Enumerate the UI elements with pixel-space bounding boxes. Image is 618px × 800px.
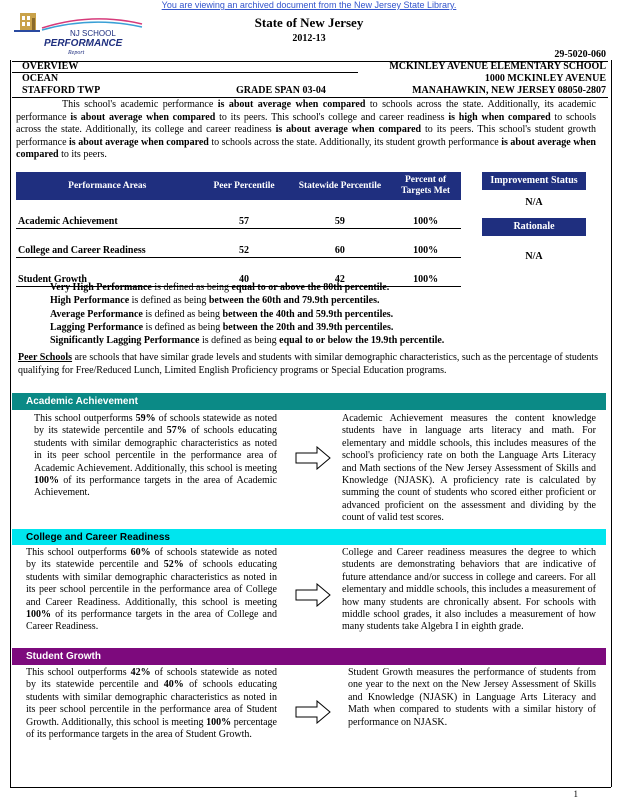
student-growth-summary: This school outperforms 42% of schools statewide as noted by its statewide percentile and 40% of schools educating students with similar demographic characteristics as noted in its peer school percentile in the performance area of Student Growth. Additionally, this school is meeting 100% percentage of its performance targets in the area of Student Growth. [26, 667, 278, 741]
rationale-header: Rationale [482, 218, 586, 236]
school-year: 2012-13 [292, 33, 326, 44]
academic-achievement-description: Academic Achievement measures the content knowledge students have in language arts literacy and math. For elementary and middle schools, this includes measures of the school's proficiency rate on both the Language Arts Literacy and Math sections of the New Jersey Assessment of Skills and Knowledge (NJASK). A proficiency rate is calculated by summing the count of students who scored either proficient or advanced proficient on the assessment and dividing by the count of valid test scores. [342, 413, 596, 524]
performance-definitions [50, 281, 580, 347]
archive-banner[interactable]: You are viewing an archived document from the New Jersey State Library. [161, 0, 457, 10]
arrow-right-icon [295, 700, 331, 724]
county-name: OCEAN [22, 73, 59, 84]
rationale-value: N/A [525, 251, 543, 262]
row-targets: 100% [390, 200, 461, 229]
college-career-summary: This school outperforms 60% of schools statewide as noted by its statewide percentile and 52% of schools educating students with similar demographic characteristics as noted in its peer school percentile in the performance area of College and Career Readiness. Additionally, this school is meeting 100% of its performance targets in the area of College and Career Readiness. [26, 547, 278, 633]
row-state: 59 [290, 200, 391, 229]
col-statewide-percentile: Statewide Percentile [290, 172, 391, 200]
row-peer: 52 [198, 229, 289, 258]
col-peer-percentile: Peer Percentile [198, 172, 289, 200]
overview-label: OVERVIEW [22, 61, 79, 72]
row-state: 60 [290, 229, 391, 258]
header-rule-bottom [12, 97, 608, 98]
definition-item: Very High Performance is defined as being equal to or above the 80th percentile. [50, 282, 390, 293]
intro-paragraph: This school's academic performance is about average when compared to schools across the state. Additionally, its academic performance is about average when compared to its peers. This school's college and career readiness is high when compared to schools across the state. Additionally, its college and career readiness is about average when compared to its peers. This school's student growth performance is about average when compared to schools across the state. Additionally, its student growth performance is about average when compared to its peers. [16, 99, 596, 161]
college-career-description: College and Career readiness measures the degree to which students are demonstrating behaviors that are indicative of future attendance and/or success in college and careers. For all elementary and middle schools, this includes a measurement of how many students are chronically absent. For schools with middle school grades, it also includes a measurement of how many students take Algebra I in eighth grade. [342, 547, 596, 633]
section-header-college-career-readiness: College and Career Readiness [12, 529, 606, 545]
arrow-right-icon [295, 583, 331, 607]
logo-line3: Report [68, 50, 85, 55]
row-targets: 100% [390, 229, 461, 258]
row-state: 42 [290, 258, 391, 287]
school-name: MCKINLEY AVENUE ELEMENTARY SCHOOL [389, 61, 606, 72]
row-peer: 40 [198, 258, 289, 287]
row-area: Academic Achievement [16, 200, 198, 229]
header-rule-left [12, 72, 358, 73]
school-address-line1: 1000 MCKINLEY AVENUE [484, 73, 606, 84]
page-number: 1 [573, 789, 578, 799]
academic-achievement-summary: This school outperforms 59% of schools statewide as noted by its statewide percentile and 57% of schools educating students with similar demographic characteristics as noted in its peer school percentile in the performance area of Academic Achievement. Additionally, this school is meeting 100% of its performance targets in the area of Academic Achievement. [34, 413, 278, 499]
definition-item: Significantly Lagging Performance is defined as being equal to or below the 19.9th percentile. [50, 335, 445, 347]
definition-item: Average Performance is defined as being between the 40th and 59.9th percentiles. [50, 308, 394, 320]
table-header-row [16, 172, 461, 200]
row-area: Student Growth [16, 258, 198, 287]
table-row [16, 200, 461, 229]
district-name: STAFFORD TWP [22, 85, 101, 96]
definition-item: Lagging Performance is defined as being between the 20th and 39.9th percentiles. [50, 321, 394, 333]
improvement-status-header: Improvement Status [482, 172, 586, 190]
row-targets: 100% [390, 258, 461, 287]
section-header-academic-achievement: Academic Achievement [12, 393, 606, 410]
logo-line2: PERFORMANCE [44, 38, 123, 49]
page-title: State of New Jersey [254, 15, 364, 30]
performance-table [16, 172, 461, 287]
school-code: 29-5020-060 [554, 49, 606, 60]
grade-span: GRADE SPAN 03-04 [236, 85, 326, 96]
definition-item: High Performance is defined as being between the 60th and 79.9th percentiles. [50, 295, 380, 307]
section-header-student-growth: Student Growth [12, 648, 606, 665]
row-area: College and Career Readiness [16, 229, 198, 258]
student-growth-description: Student Growth measures the performance of students from one year to the next on the New Jersey Assessment of Skills and Knowledge (NJASK) in Language Arts Literacy and Math when compared to students with a similar history of performance on NJASK. [348, 667, 596, 728]
school-address-line2: MANAHAWKIN, NEW JERSEY 08050-2807 [412, 85, 606, 96]
peer-schools-paragraph: Peer Schools are schools that have similar grade levels and students with similar demographic characteristics, such as the percentage of students qualifying for Free/Reduced Lunch, Limited English Proficiency programs or Special Education programs. [18, 352, 598, 376]
arrow-right-icon [295, 446, 331, 470]
page-bottom-rule [10, 787, 611, 788]
row-peer: 57 [198, 200, 289, 229]
col-performance-areas: Performance Areas [16, 172, 198, 200]
logo-line1: NJ SCHOOL [70, 29, 116, 38]
table-row [16, 229, 461, 258]
improvement-status-value: N/A [525, 197, 543, 208]
col-targets-met: Percent of Targets Met [390, 172, 461, 200]
